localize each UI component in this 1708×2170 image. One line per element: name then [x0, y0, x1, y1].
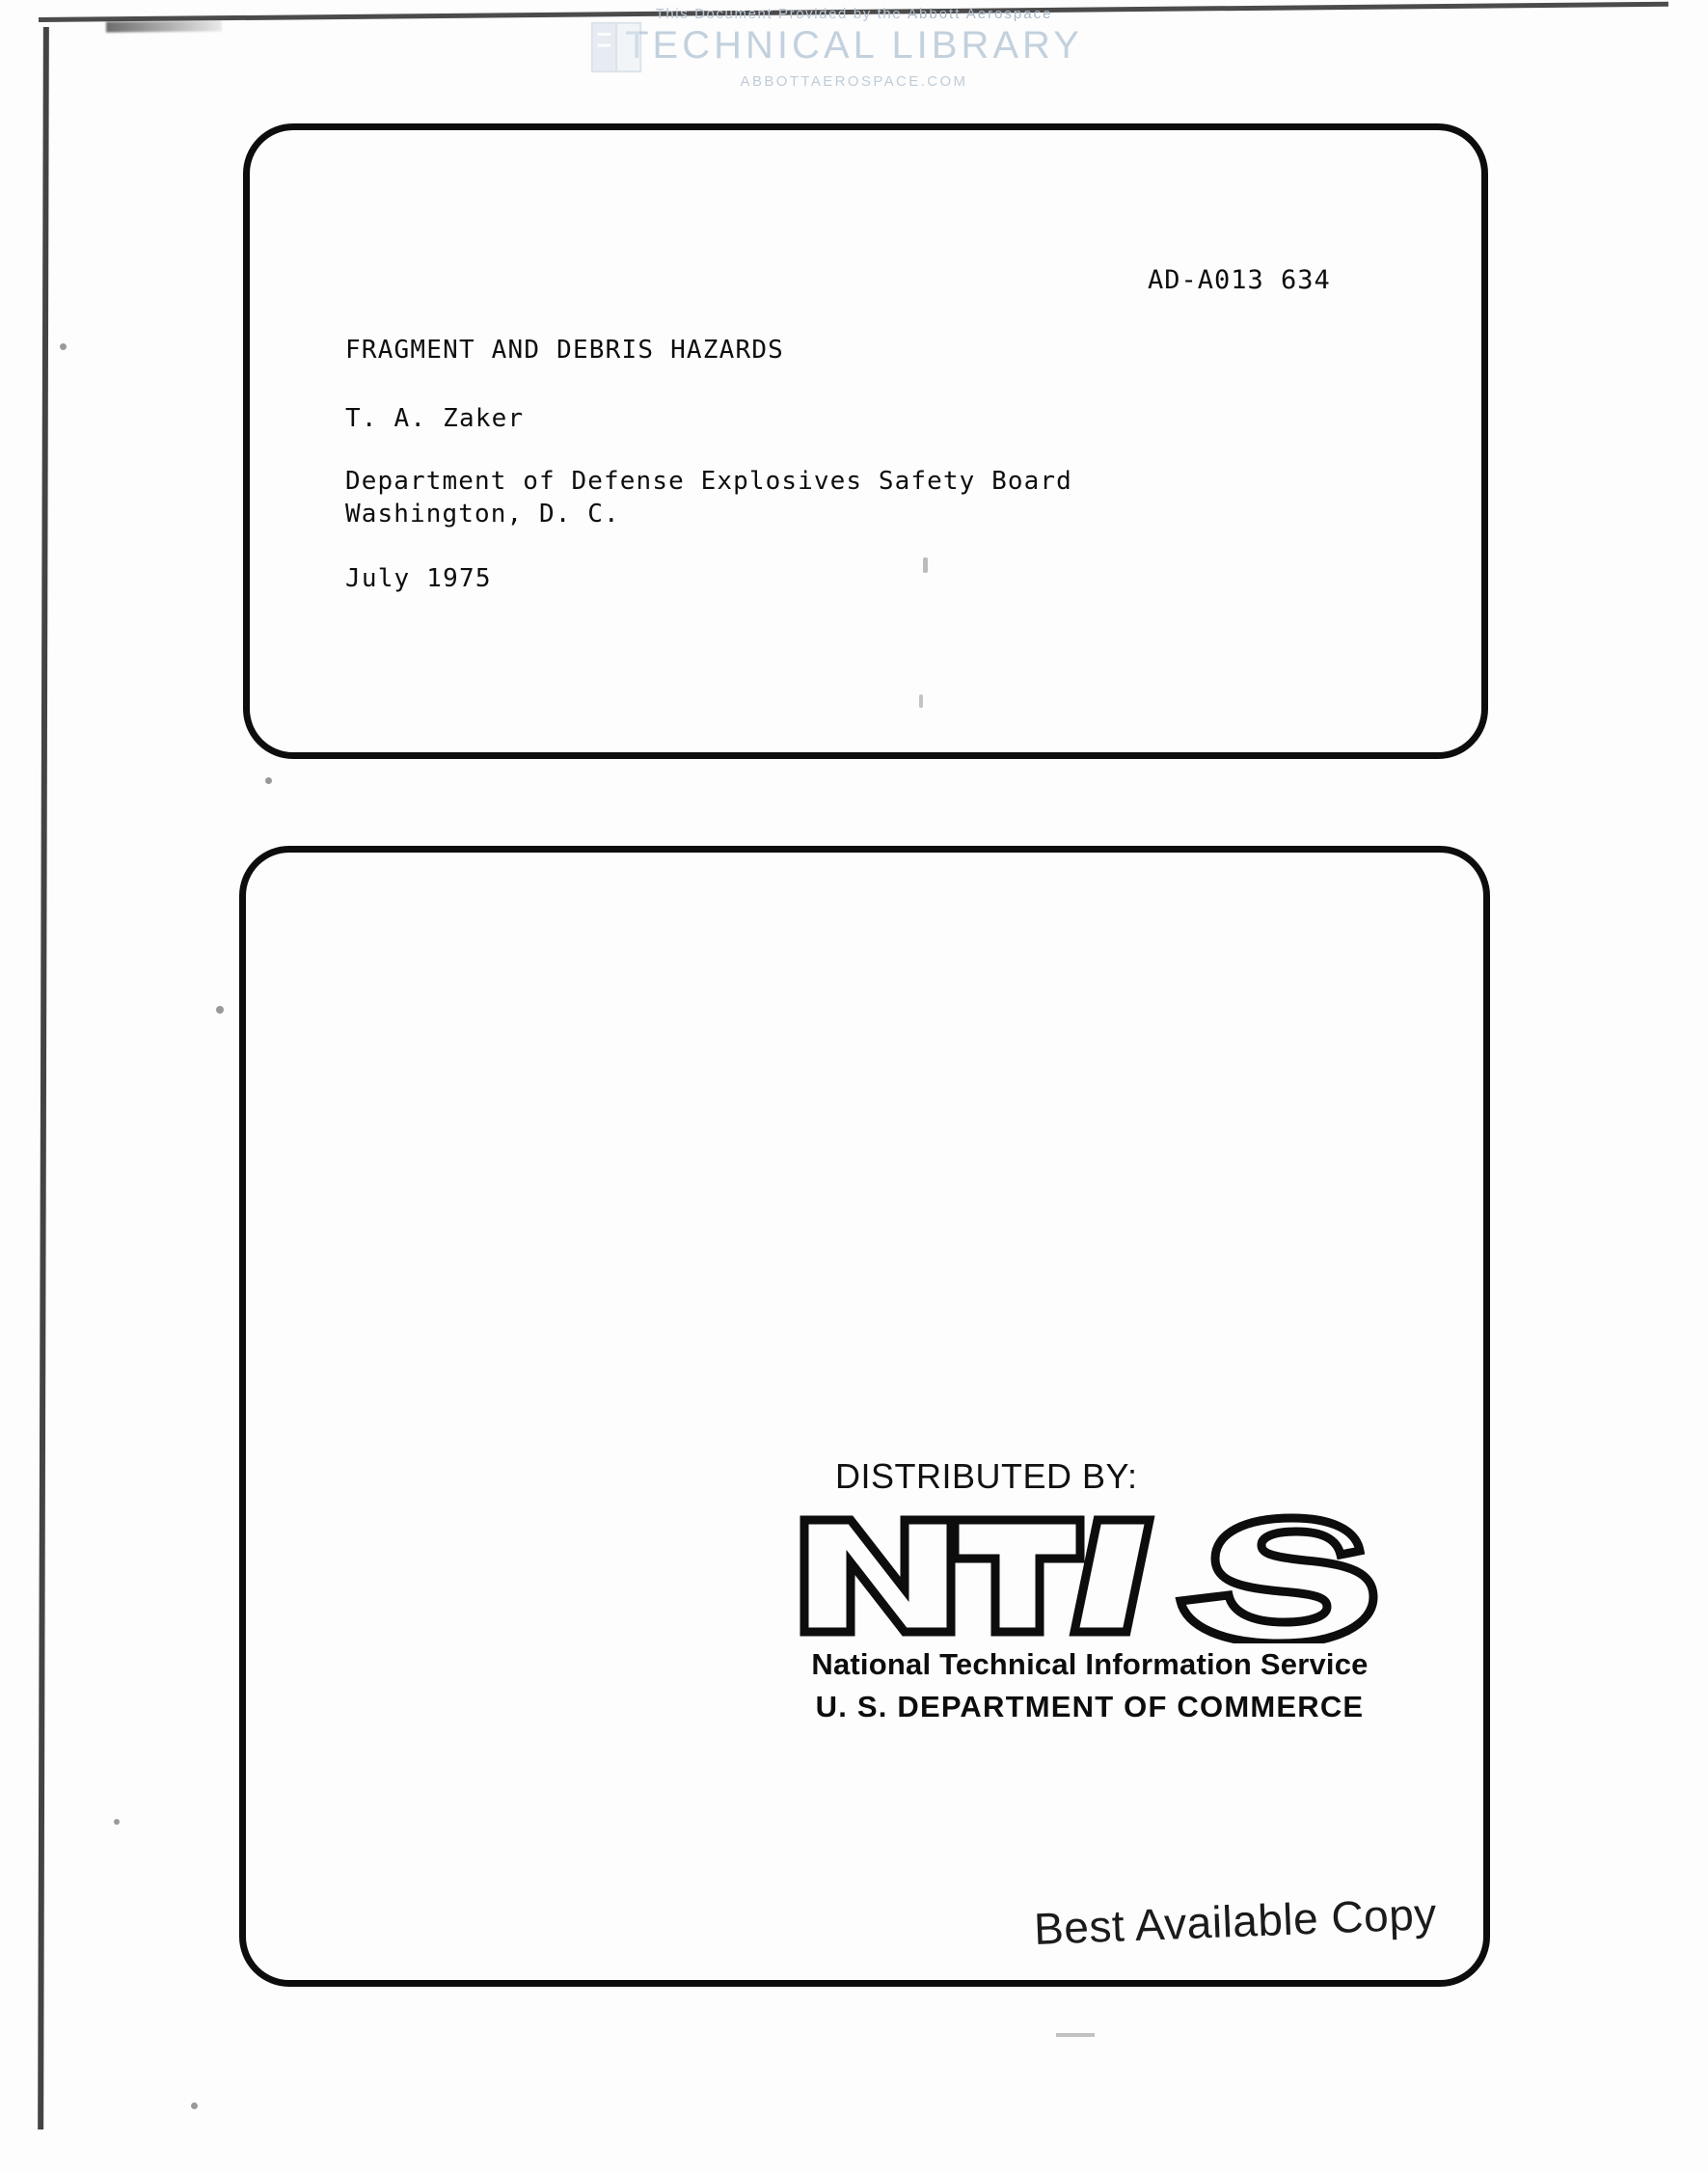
scan-top-edge: [39, 2, 1668, 22]
bibliographic-box: [243, 123, 1488, 759]
scan-top-smudge: [106, 20, 222, 32]
watermark-line-2: TECHNICAL LIBRARY: [625, 24, 1083, 67]
organization-line-1: Department of Defense Explosives Safety Board: [345, 467, 1072, 496]
document-title: FRAGMENT AND DEBRIS HAZARDS: [345, 336, 785, 365]
scan-speck: [265, 777, 272, 784]
distribution-box: [239, 846, 1490, 1987]
document-organization: [345, 465, 1072, 531]
watermark-prefix: This Document Provided by the: [655, 6, 903, 22]
watermark-line-3: ABBOTTAEROSPACE.COM: [740, 73, 968, 90]
watermark-brand: Abbott Aerospace: [908, 6, 1053, 22]
scan-speck: [60, 343, 67, 350]
scan-speck: [216, 1006, 224, 1014]
document-author: T. A. Zaker: [345, 404, 525, 433]
scan-speck: [191, 2102, 198, 2109]
document-date: July 1975: [345, 564, 492, 593]
scan-speck: [114, 1819, 120, 1825]
abbott-library-logo-icon: [588, 17, 648, 77]
scan-left-edge: [38, 27, 49, 2129]
ntis-logo-icon: [791, 1508, 1389, 1643]
distributed-by-label: DISTRIBUTED BY:: [835, 1456, 1138, 1496]
best-available-copy-stamp: Best Available Copy: [1033, 1888, 1438, 1954]
ntis-agency-name: National Technical Information Service: [811, 1647, 1369, 1681]
scan-bottom-smudge: [1056, 2033, 1095, 2037]
organization-line-2: Washington, D. C.: [345, 500, 620, 529]
accession-number: AD-A013 634: [1148, 265, 1331, 295]
ntis-agency-parent: U. S. DEPARTMENT OF COMMERCE: [815, 1690, 1365, 1723]
ntis-distribution-block: [791, 1456, 1389, 1724]
